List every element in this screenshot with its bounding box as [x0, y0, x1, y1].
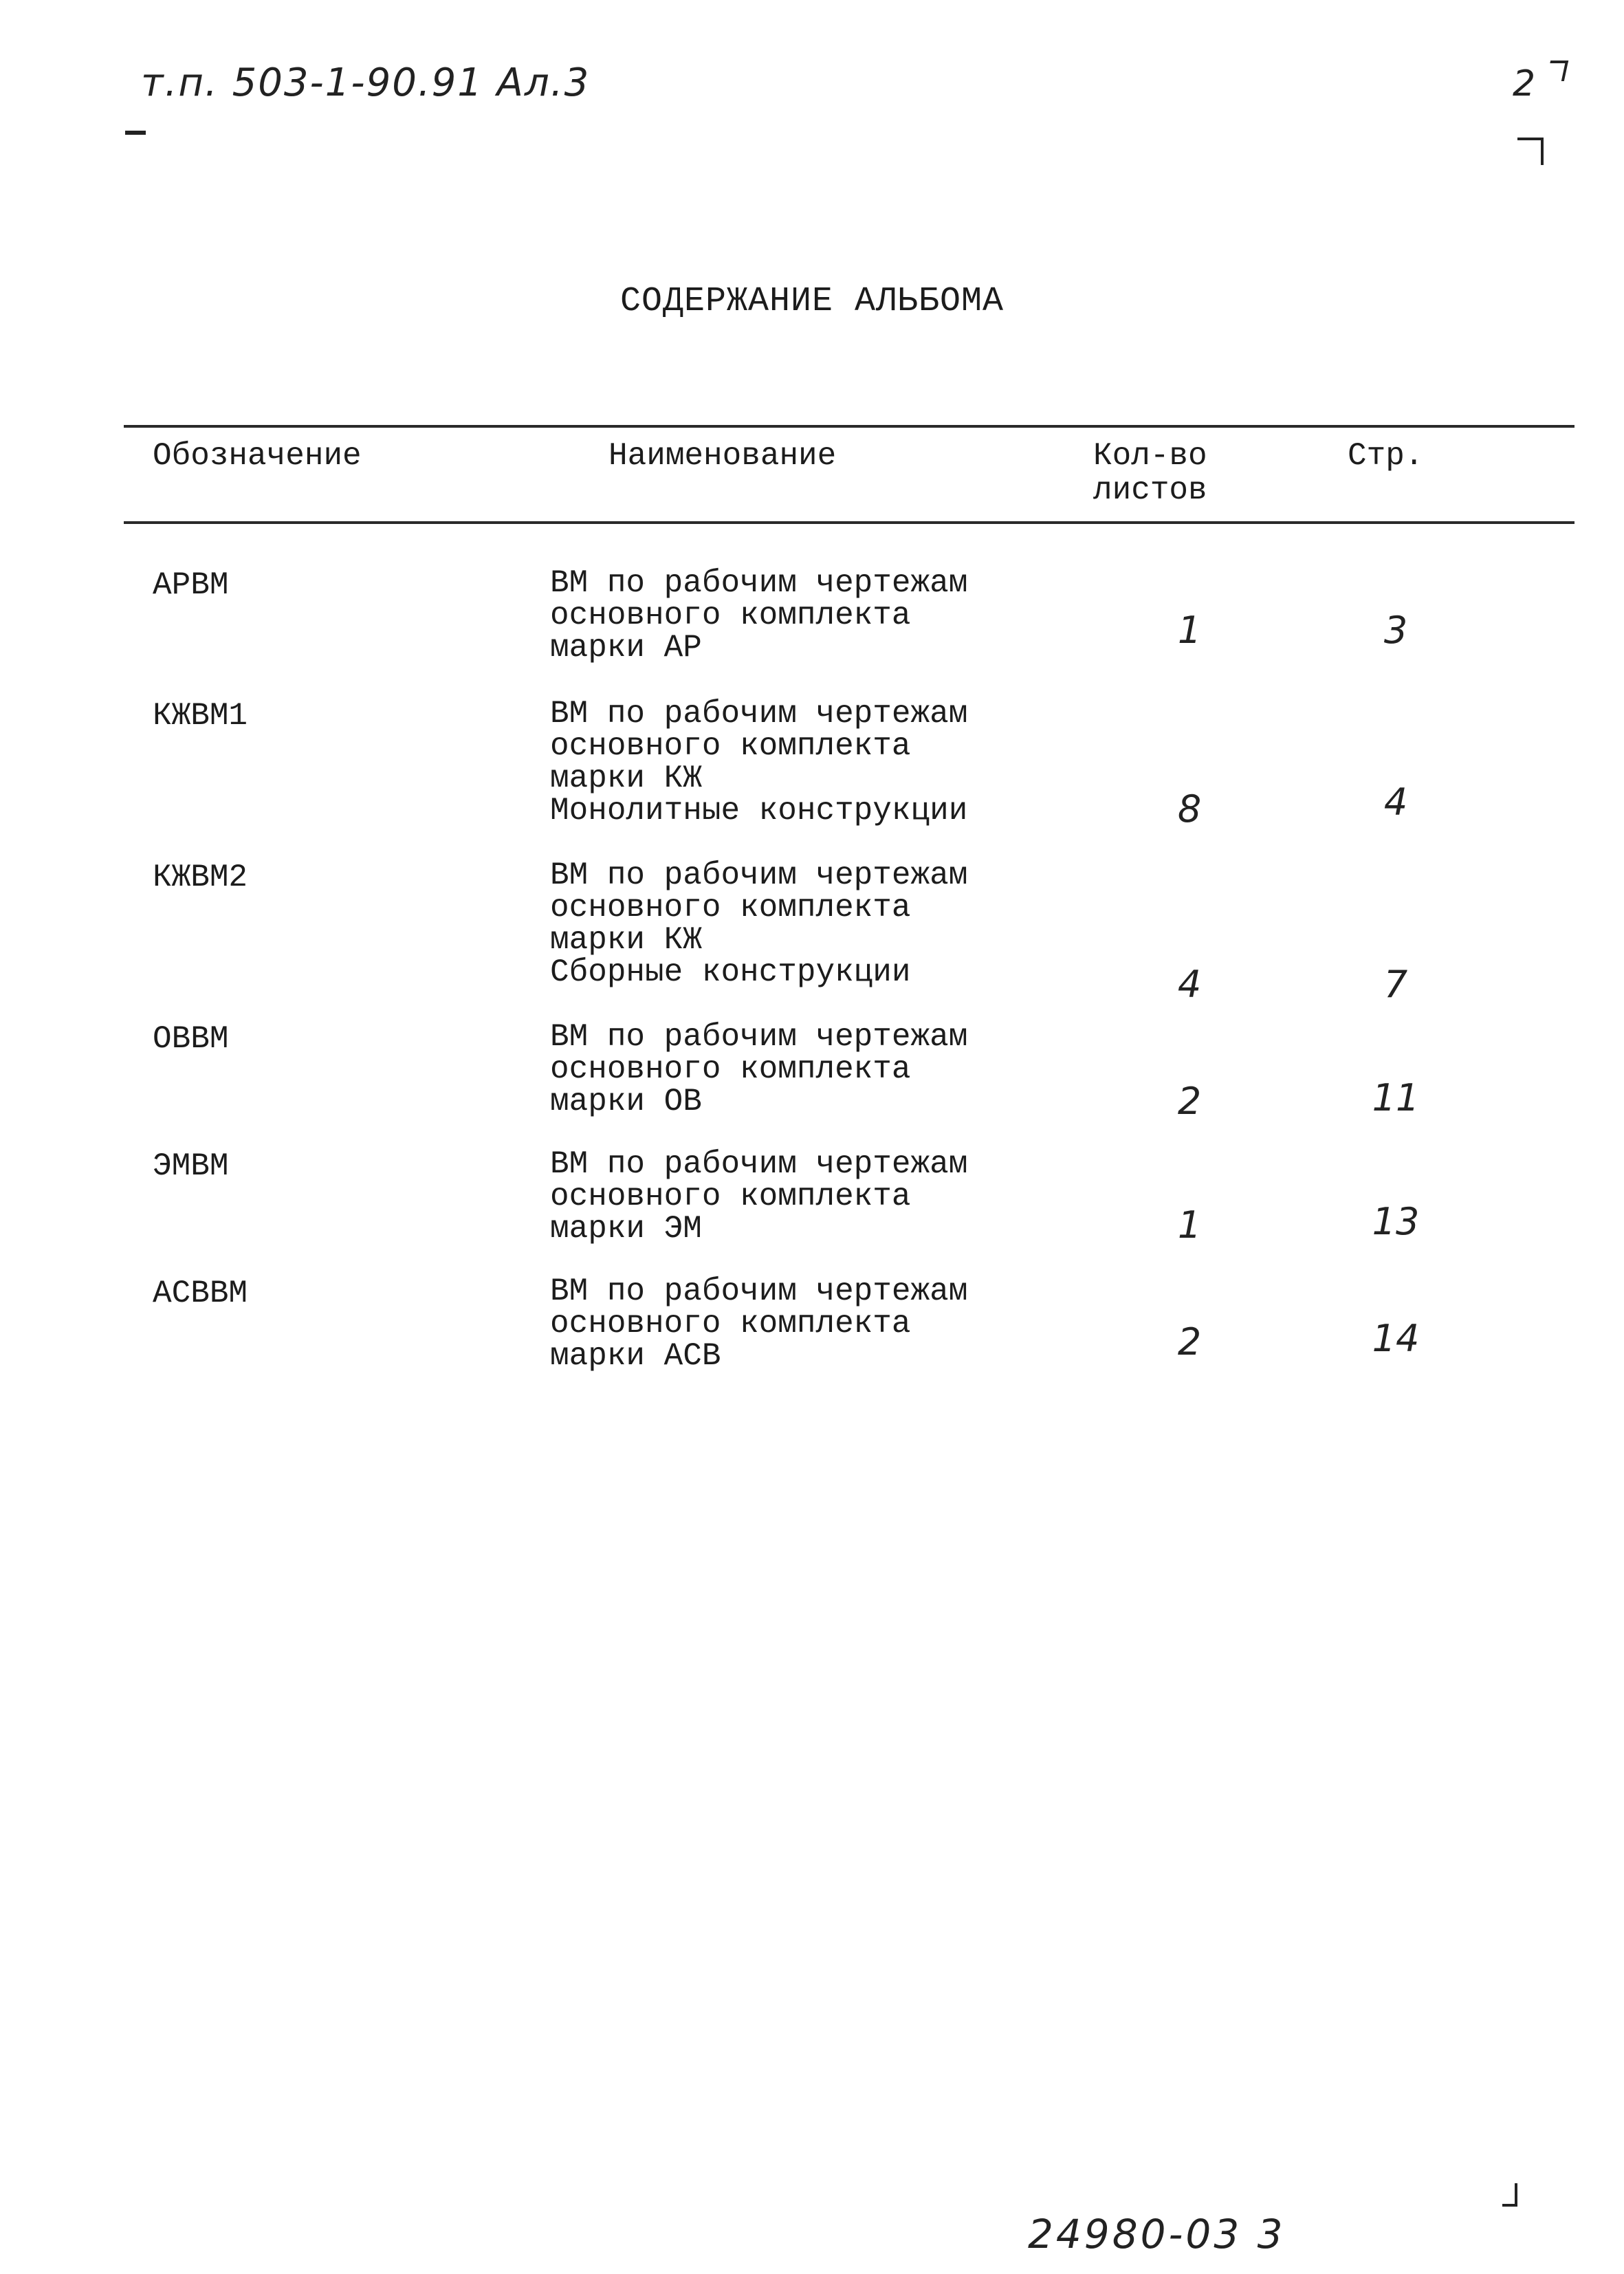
document-number: 24980-03 3: [1028, 2211, 1286, 2257]
row-code: ОВВМ: [153, 1021, 229, 1057]
row-page: 3: [1383, 609, 1408, 652]
row-name-line: основного комплекта: [550, 728, 911, 764]
row-page: 11: [1372, 1076, 1420, 1119]
row-name-line: марки АР: [550, 630, 702, 666]
row-code: АСВВМ: [153, 1276, 248, 1311]
row-sheets: 2: [1177, 1080, 1202, 1123]
row-name-line: марки АСВ: [550, 1338, 721, 1374]
row-name-line: ВМ по рабочим чертежам: [550, 857, 968, 893]
row-name-line: основного комплекта: [550, 890, 911, 926]
column-header-sheets-line1: Кол-во: [1093, 438, 1207, 474]
corner-mark-top: [1546, 61, 1568, 81]
row-name-line: марки ЭМ: [550, 1211, 702, 1247]
table-top-rule: [124, 425, 1574, 428]
table-header-rule: [124, 521, 1574, 524]
row-name-line: основного комплекта: [550, 598, 911, 633]
header-dash: [125, 131, 146, 135]
row-name-line: ВМ по рабочим чертежам: [550, 696, 968, 732]
row-code: КЖВМ2: [153, 860, 248, 895]
row-name-line: ВМ по рабочим чертежам: [550, 1019, 968, 1055]
page-title: СОДЕРЖАНИЕ АЛЬБОМА: [619, 282, 1005, 321]
row-name-line: основного комплекта: [550, 1306, 911, 1342]
row-name-line: основного комплекта: [550, 1179, 911, 1214]
row-name: [550, 567, 1100, 664]
row-page: 7: [1383, 963, 1408, 1006]
sheet-number: 2: [1513, 63, 1536, 105]
row-sheets: 1: [1177, 1203, 1202, 1247]
corner-mark: [1517, 138, 1544, 165]
row-code: КЖВМ1: [153, 698, 248, 734]
corner-mark-bottom: [1502, 2183, 1517, 2207]
column-header-name: Наименование: [608, 438, 837, 474]
row-name-line: марки ОВ: [550, 1084, 702, 1119]
row-name: [550, 1021, 1100, 1118]
row-name: [550, 698, 1100, 827]
row-sheets: 8: [1177, 787, 1202, 831]
row-sheets: 1: [1177, 609, 1202, 652]
column-header-page: Стр.: [1348, 438, 1424, 474]
row-name-line: марки КЖ: [550, 761, 702, 796]
row-name-line: ВМ по рабочим чертежам: [550, 565, 968, 601]
row-name: [550, 1148, 1100, 1245]
row-name: [550, 857, 1100, 990]
album-code: т.п. 503-1-90.91 Ал.3: [141, 61, 591, 105]
row-name-line: ВМ по рабочим чертежам: [550, 1273, 968, 1309]
row-page: 13: [1372, 1200, 1420, 1243]
row-name-line: марки КЖ: [550, 922, 702, 958]
row-sheets: 2: [1177, 1320, 1202, 1364]
column-header-sheets: [1093, 439, 1207, 507]
row-name-line: Монолитные конструкции: [550, 793, 968, 829]
row-name-line: основного комплекта: [550, 1051, 911, 1087]
row-name-line: ВМ по рабочим чертежам: [550, 1146, 968, 1182]
column-header-sheets-line2: листов: [1093, 472, 1207, 508]
column-header-designation: Обозначение: [153, 438, 362, 474]
row-name: [550, 1273, 1100, 1374]
row-name-line: Сборные конструкции: [550, 954, 911, 990]
row-page: 14: [1372, 1317, 1420, 1360]
row-sheets: 4: [1177, 963, 1202, 1006]
row-code: ЭМВМ: [153, 1148, 229, 1184]
row-page: 4: [1383, 780, 1408, 824]
row-code: АРВМ: [153, 567, 229, 603]
